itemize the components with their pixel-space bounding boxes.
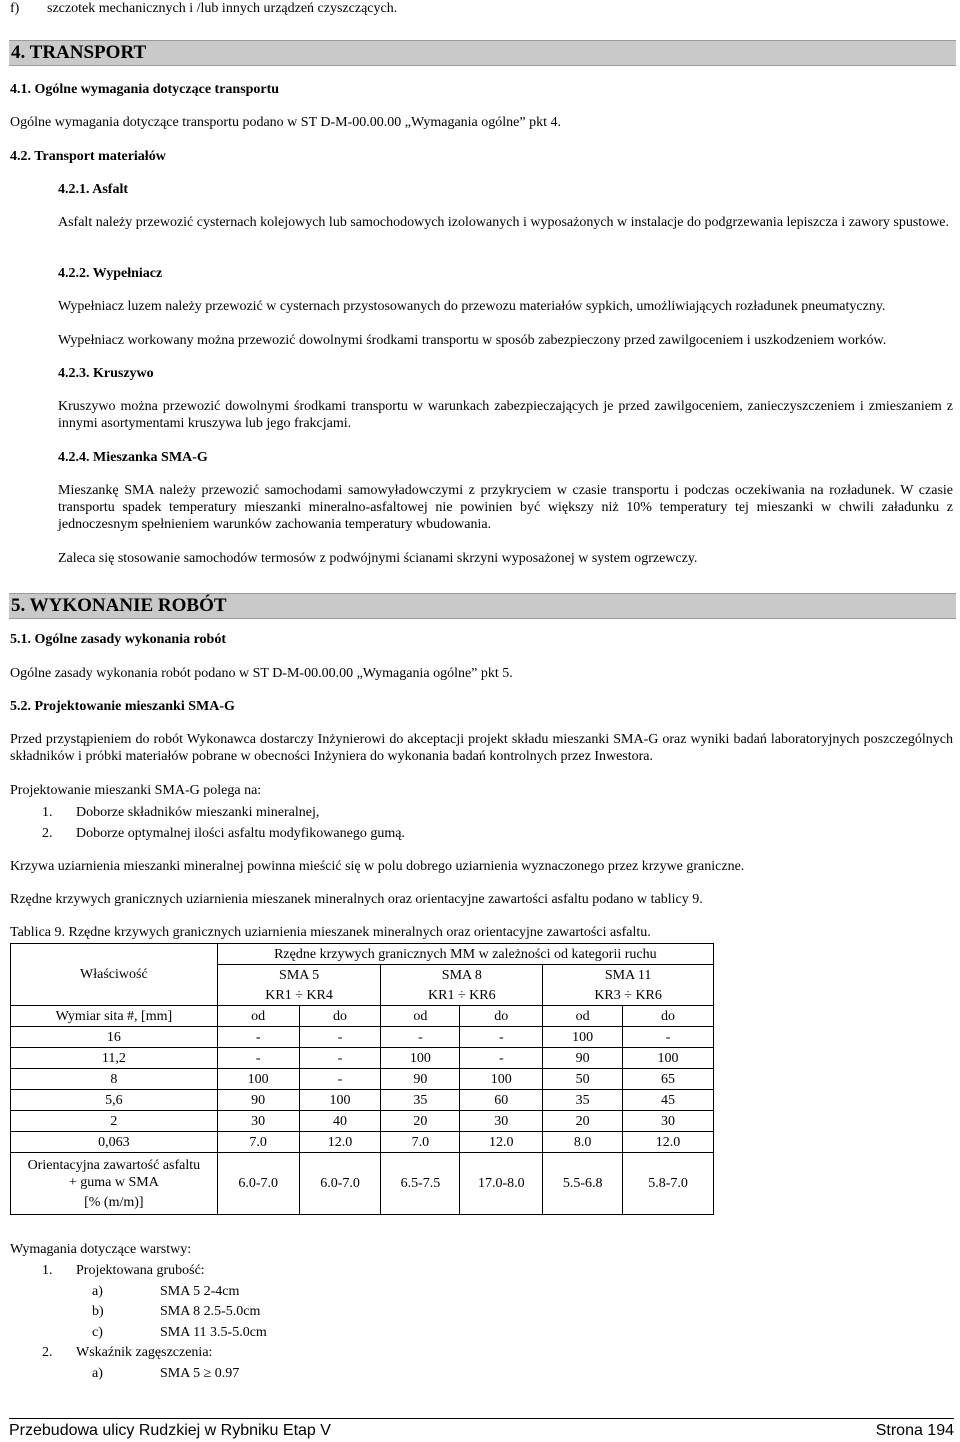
list-item-text: Doborze składników mieszanki mineralnej, [76,805,320,820]
sieve-size: 5,6 [11,1090,218,1111]
paragraph-4-2-3: Kruszywo można przewozić dowolnymi środkami transportu w warunkach zabezpieczających je przed zawilgoceniem, zanieczyszczeniem i zmieszaniem z innymi asortymentami kruszywa lub jego frakcjami. [58,399,953,431]
table-cell: 6.5-7.5 [381,1153,460,1215]
table-cell: - [381,1027,460,1048]
table-cell: 20 [543,1111,623,1132]
paragraph-5-2-b: Krzywa uziarnienia mieszanki mineralnej powinna mieścić się w polu dobrego uziarnienia wyznaczonego przez krzywe graniczne. [10,859,745,874]
section-4-bar [9,40,956,66]
grading-table [10,943,714,1215]
asphalt-label-line: Orientacyjna zawartość asfaltu [27,1157,201,1173]
sublist-marker: a) [92,1366,103,1381]
table-row [11,1069,714,1090]
table-cell: 60 [460,1090,543,1111]
footer-title: Przebudowa ulicy Rudzkiej w Rybniku Etap V [9,1422,331,1439]
table-caption: Tablica 9. Rzędne krzywych granicznych uziarnienia mieszanek mineralnych oraz orientacyjne zawartości asfaltu. [10,925,651,940]
table-cell: - [299,1048,381,1069]
paragraph-5-1: Ogólne zasady wykonania robót podano w ST D-M-00.00.00 „Wymagania ogólne” pkt 5. [10,666,513,681]
od-header: od [543,1006,623,1027]
table-cell: 5.5-6.8 [543,1153,623,1215]
table-row [11,1048,714,1069]
paragraph-4-2-4-b: Zaleca się stosowanie samochodów termosów z podwójnymi ścianami skrzyni wyposażonej w system ogrzewczy. [58,551,698,566]
table-cell: 35 [543,1090,623,1111]
heading-5-2: 5.2. Projektowanie mieszanki SMA-G [10,699,235,714]
heading-4-1: 4.1. Ogólne wymagania dotyczące transportu [10,82,280,97]
sieve-size: 0,063 [11,1132,218,1153]
table-cell: 6.0-7.0 [217,1153,299,1215]
table-cell: 30 [217,1111,299,1132]
table-row [11,1153,714,1215]
sublist-marker: b) [92,1304,104,1319]
table-cell: - [460,1027,543,1048]
table-cell: 12.0 [460,1132,543,1153]
table-cell: 100 [623,1048,714,1069]
table-row [11,1090,714,1111]
table-cell: 100 [543,1027,623,1048]
heading-4-2-2: 4.2.2. Wypełniacz [58,266,163,281]
list-number: 2. [42,826,53,841]
list-number: 1. [42,1263,53,1278]
list-item-text: Doborze optymalnej ilości asfaltu modyfikowanego gumą. [76,826,405,841]
sublist-marker: a) [92,1284,103,1299]
table-header-row [11,944,714,965]
mix-name: SMA 8 [381,965,543,986]
paragraph-5-2-a: Przed przystąpieniem do robót Wykonawca dostarczy Inżynierowi do akceptacji projekt składu mieszanki SMA-G oraz wyniki badań laboratoryjnych poszczególnych składników i próbki materiałów pobrane w obecności Inżyniera do wykonania badań kontrolnych przez Inwestora. [10,732,953,764]
group-header: Rzędne krzywych granicznych MM w zależności od kategorii ruchu [217,944,713,965]
sublist-item-text: SMA 5 2-4cm [160,1284,240,1299]
paragraph-4-2-2-a: Wypełniacz luzem należy przewozić w cysternach przystosowanych do przewozu materiałów sypkich, umożliwiających rozładunek pneumatyczny. [58,299,886,314]
table-row [11,1027,714,1048]
do-header: do [299,1006,381,1027]
list-marker: f) [10,1,20,16]
heading-5-1: 5.1. Ogólne zasady wykonania robót [10,632,226,647]
paragraph-4-2-1: Asfalt należy przewozić cysternach kolejowych lub samochodowych izolowanych i wyposażonych w instalacje do podgrzewania lepiszcza i zawory spustowe. [58,215,950,230]
paragraph-5-2-c: Rzędne krzywych granicznych uziarnienia mieszanek mineralnych oraz orientacyjne zawartości asfaltu podano w tablicy 9. [10,892,703,907]
property-header: Właściwość [11,944,218,1006]
table-header-row [11,1006,714,1027]
sieve-size: 8 [11,1069,218,1090]
heading-4-2: 4.2. Transport materiałów [10,149,166,164]
table-cell: - [623,1027,714,1048]
table-cell: 100 [217,1069,299,1090]
table-cell: 100 [381,1048,460,1069]
table-cell: 100 [299,1090,381,1111]
sieve-size: 16 [11,1027,218,1048]
paragraph-5-2-intro: Projektowanie mieszanki SMA-G polega na: [10,783,262,798]
table-cell: 90 [381,1069,460,1090]
list-item-text: Projektowana grubość: [76,1263,205,1278]
asphalt-label-line: + guma w SMA [68,1174,159,1190]
section-4-title: 4. TRANSPORT [11,42,147,63]
table-cell: 90 [217,1090,299,1111]
mix-range: KR1 ÷ KR4 [217,985,381,1006]
page-footer [9,1418,954,1439]
asphalt-content-label [11,1153,218,1215]
table-row [11,1111,714,1132]
table-cell: 17.0-8.0 [460,1153,543,1215]
sieve-header: Wymiar sita #, [mm] [11,1006,218,1027]
table-cell: 90 [543,1048,623,1069]
layer-requirements-title: Wymagania dotyczące warstwy: [10,1242,192,1257]
table-cell: 30 [623,1111,714,1132]
heading-4-2-3: 4.2.3. Kruszywo [58,366,154,381]
list-number: 1. [42,805,53,820]
table-cell: 20 [381,1111,460,1132]
mix-name: SMA 5 [217,965,381,986]
mix-range: KR1 ÷ KR6 [381,985,543,1006]
table-cell: 45 [623,1090,714,1111]
table-cell: 100 [460,1069,543,1090]
sublist-marker: c) [92,1325,103,1340]
page-number: Strona 194 [875,1422,954,1439]
table-cell: - [460,1048,543,1069]
paragraph-4-1: Ogólne wymagania dotyczące transportu podano w ST D-M-00.00.00 „Wymagania ogólne” pkt 4. [10,115,561,130]
sublist-item-text: SMA 8 2.5-5.0cm [160,1304,261,1319]
heading-4-2-1: 4.2.1. Asfalt [58,182,128,197]
table-cell: 12.0 [299,1132,381,1153]
list-number: 2. [42,1345,53,1360]
asphalt-label-line: [% (m/m)] [84,1194,144,1210]
do-header: do [460,1006,543,1027]
table-cell: 12.0 [623,1132,714,1153]
table-cell: - [217,1027,299,1048]
table-cell: 30 [460,1111,543,1132]
mix-name: SMA 11 [543,965,714,986]
table-cell: 5.8-7.0 [623,1153,714,1215]
table-cell: 40 [299,1111,381,1132]
od-header: od [217,1006,299,1027]
mix-range: KR3 ÷ KR6 [543,985,714,1006]
table-cell: 7.0 [217,1132,299,1153]
do-header: do [623,1006,714,1027]
od-header: od [381,1006,460,1027]
heading-4-2-4: 4.2.4. Mieszanka SMA-G [58,450,208,465]
table-cell: - [217,1048,299,1069]
table-row [11,1132,714,1153]
list-item-text: Wskaźnik zagęszczenia: [76,1345,213,1360]
table-cell: - [299,1027,381,1048]
list-item-text: szczotek mechanicznych i /lub innych urządzeń czyszczących. [47,1,398,16]
sublist-item-text: SMA 5 ≥ 0.97 [160,1366,240,1381]
table-cell: 6.0-7.0 [299,1153,381,1215]
section-5-title: 5. WYKONANIE ROBÓT [11,595,227,616]
table-cell: 65 [623,1069,714,1090]
table-cell: 7.0 [381,1132,460,1153]
table-cell: 8.0 [543,1132,623,1153]
section-5-bar [9,593,956,619]
sublist-item-text: SMA 11 3.5-5.0cm [160,1325,267,1340]
table-cell: 35 [381,1090,460,1111]
sieve-size: 2 [11,1111,218,1132]
sieve-size: 11,2 [11,1048,218,1069]
table-cell: - [299,1069,381,1090]
paragraph-4-2-4-a: Mieszankę SMA należy przewozić samochodami samowyładowczymi z przykryciem w czasie transportu i podczas oczekiwania na rozładunek. W czasie transportu spadek temperatury mieszanki mineralno-asfaltowej nie powinien być większy niż 10% temperatury tej mieszanki w chwili załadunku z jednoczesnym spełnieniem warunków zachowania temperatury wbudowania. [58,483,953,532]
paragraph-4-2-2-b: Wypełniacz workowany można przewozić dowolnymi środkami transportu w sposób zabezpieczony przed zawilgoceniem i uszkodzeniem worków. [58,333,887,348]
table-cell: 50 [543,1069,623,1090]
